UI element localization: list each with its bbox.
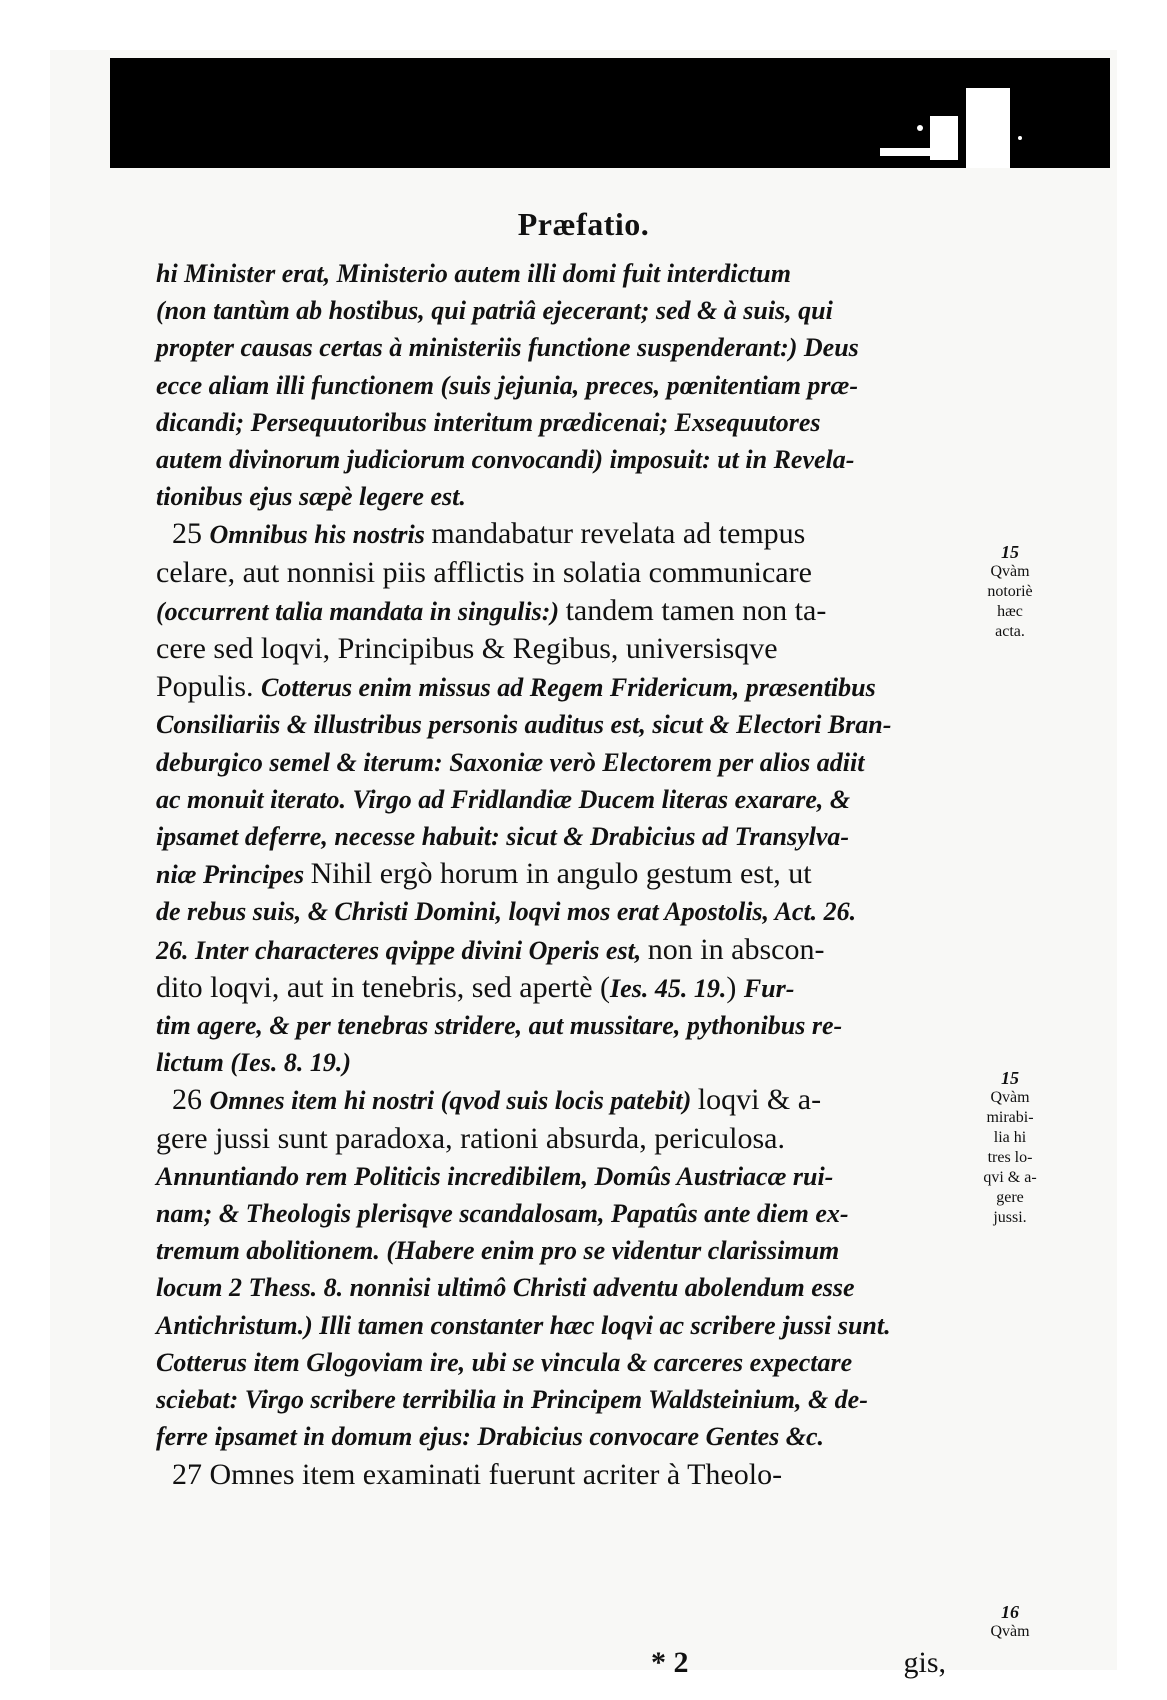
text-run: autem divinorum judiciorum convocandi) imposuit: ut in Revela-: [156, 445, 855, 475]
text-line: [156, 630, 946, 668]
text-run: sciebat: Virgo scribere terribilia in Principem Waldsteinium, & de-: [156, 1385, 868, 1415]
text-run: tionibus ejus sæpè legere est.: [156, 482, 466, 512]
text-run: dito loqvi, aut in tenebris, sed apertè (: [156, 970, 611, 1004]
text-run: mandabatur revelata ad tempus: [431, 517, 806, 551]
margin-note-line: mirabi-: [986, 1109, 1034, 1126]
text-line: [156, 1195, 946, 1232]
text-line: [156, 1120, 946, 1158]
text-line: [156, 292, 946, 329]
text-run: Cotterus item Glogoviam ire, ubi se vincula & carceres expectare: [156, 1347, 853, 1377]
text-line: [156, 329, 946, 366]
text-run: ac monuit iterato. Virgo ad Fridlandiæ Ducem literas exarare, &: [156, 784, 851, 814]
margin-note-number: 16: [1001, 1602, 1019, 1622]
text-line: [156, 969, 946, 1007]
text-line: [156, 1158, 946, 1195]
text-run: loqvi & a-: [697, 1083, 822, 1117]
text-run: dicandi; Persequutoribus interitum prædicenai; Exsequutores: [156, 407, 821, 437]
text-line: [156, 781, 946, 818]
text-run: ferre ipsamet in domum ejus: Drabicius convocare Gentes &c.: [156, 1422, 825, 1452]
text-line: [156, 893, 946, 930]
margin-note-line: lia hi: [993, 1129, 1027, 1146]
text-line: [156, 931, 946, 969]
text-run: propter causas certas à ministeriis functione suspenderant:) Deus: [156, 333, 859, 363]
text-line: [156, 478, 946, 515]
text-run: tremum abolitionem. (Habere enim pro se videntur clarissimum: [156, 1236, 840, 1266]
text-run: Annuntiando rem Politicis incredibilem, Domûs Austriacæ rui-: [156, 1161, 834, 1191]
scan-artifact-icon: [870, 88, 1110, 168]
text-run: tim agere, & per tenebras stridere, aut mussitare, pythonibus re-: [156, 1011, 843, 1041]
text-line: [156, 367, 946, 404]
text-run: tandem tamen non ta-: [565, 593, 827, 627]
signature-mark: * 2: [651, 1646, 689, 1679]
text-run: de rebus suis, & Christi Domini, loqvi mos erat Apostolis, Act. 26.: [156, 897, 857, 927]
text-line: [156, 1456, 946, 1494]
margin-note-line: qvi & a-: [983, 1169, 1037, 1186]
text-run: (non tantùm ab hostibus, qui patriâ ejecerant; sed & à suis, qui: [156, 296, 833, 326]
text-line: [156, 818, 946, 855]
text-run: 27: [172, 1457, 210, 1491]
text-run: Populis.: [156, 670, 262, 704]
margin-note-line: gere: [996, 1189, 1024, 1206]
text-line: [156, 1007, 946, 1044]
text-run: Fur-: [743, 973, 795, 1003]
text-line: [156, 592, 946, 630]
text-run: Antichristum.) Illi tamen constanter hæc loqvi ac scribere jussi sunt.: [156, 1310, 891, 1340]
text-line: [156, 1418, 946, 1455]
text-line: [156, 744, 946, 781]
text-run: 25: [172, 517, 210, 551]
text-line: [156, 1381, 946, 1418]
margin-note: [955, 1068, 1065, 1228]
text-run: non in abscon-: [647, 932, 825, 966]
text-line: [156, 441, 946, 478]
text-run: celare, aut nonnisi piis afflictis in solatia communicare: [156, 555, 812, 589]
text-line: [156, 1232, 946, 1269]
text-line: [156, 1344, 946, 1381]
margin-note-line: Qvàm: [990, 563, 1030, 580]
margin-note-line: notoriè: [987, 583, 1033, 600]
text-line: [156, 1044, 946, 1081]
text-run: Omnibus his nostris: [209, 520, 432, 550]
text-run: Nihil ergò horum in angulo gestum est, ut: [310, 857, 812, 891]
text-line: [156, 404, 946, 441]
text-line: [156, 255, 946, 292]
text-run: 26. Inter characteres qvippe divini Operis est,: [156, 935, 648, 965]
text-run: Omnes item hi nostri (qvod suis locis patebit): [209, 1086, 698, 1116]
text-run: ecce aliam illi functionem (suis jejunia, preces, pœnitentiam præ-: [156, 370, 858, 400]
text-run: ): [726, 970, 744, 1004]
text-run: Consiliariis & illustribus personis auditus est, sicut & Electori Bran-: [156, 710, 892, 740]
text-run: Ies. 45. 19.: [610, 973, 727, 1003]
text-run: Cotterus enim missus ad Regem Fridericum, præsentibus: [261, 673, 876, 703]
text-run: 26: [172, 1083, 210, 1117]
text-run: ipsamet deferre, necesse habuit: sicut & Drabicius ad Transylva-: [156, 822, 850, 852]
scan-black-band: [110, 58, 1110, 168]
text-line: [156, 1307, 946, 1344]
margin-note-line: acta.: [995, 623, 1025, 640]
text-run: niæ Principes: [156, 860, 311, 890]
margin-note-line: hæc: [997, 603, 1023, 620]
text-line: [156, 706, 946, 743]
text-run: hi Minister erat, Ministerio autem illi domi fuit interdictum: [156, 259, 791, 288]
margin-note: [955, 1602, 1065, 1642]
body-text: [156, 255, 946, 1494]
margin-note-line: jussi.: [993, 1209, 1027, 1226]
margin-note-line: tres lo-: [987, 1149, 1033, 1166]
text-line: [156, 668, 946, 706]
text-run: (occurrent talia mandata in singulis:): [156, 596, 566, 626]
page-title: Præfatio.: [517, 206, 650, 242]
margin-note: [955, 542, 1065, 642]
text-run: gere jussi sunt paradoxa, rationi absurda, periculosa.: [156, 1121, 785, 1155]
text-run: nam; & Theologis plerisqve scandalosam, Papatûs ante diem ex-: [156, 1199, 849, 1229]
margin-note-number: 15: [1001, 1068, 1019, 1088]
text-line: [156, 554, 946, 592]
text-run: cere sed loqvi, Principibus & Regibus, universisqve: [156, 632, 778, 666]
text-run: locum 2 Thess. 8. nonnisi ultimô Christi adventu abolendum esse: [156, 1273, 855, 1303]
text-line: [156, 1081, 946, 1119]
margin-note-line: Qvàm: [990, 1089, 1030, 1106]
text-line: [156, 515, 946, 553]
margin-note-line: Qvàm: [990, 1623, 1030, 1640]
text-run: deburgico semel & iterum: Saxoniæ verò Electorem per alios adiit: [156, 747, 865, 777]
margin-note-number: 15: [1001, 542, 1019, 562]
text-line: [156, 1269, 946, 1306]
text-run: Omnes item examinati fuerunt acriter à Theolo-: [209, 1457, 783, 1491]
text-line: [156, 855, 946, 893]
catchword: gis,: [903, 1646, 946, 1679]
text-run: lictum (Ies. 8. 19.): [156, 1048, 351, 1078]
